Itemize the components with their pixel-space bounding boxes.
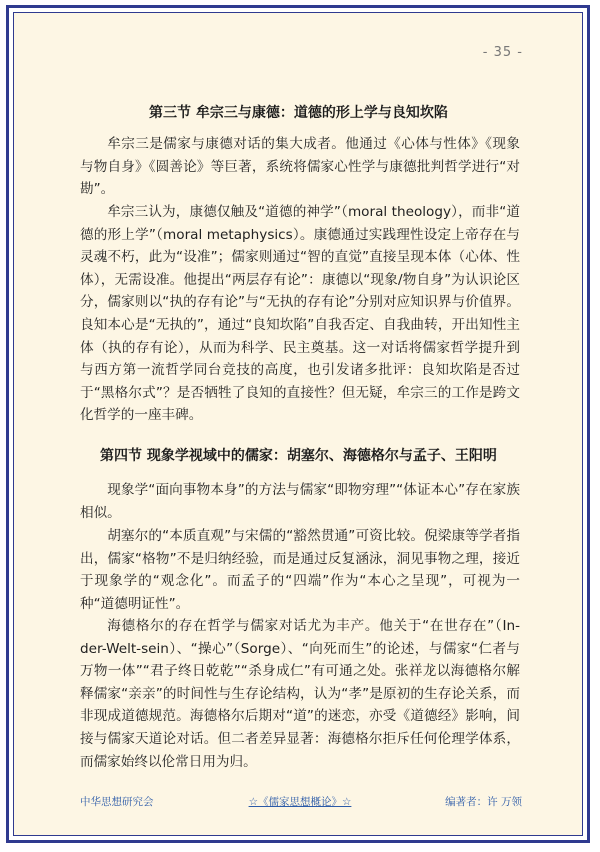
- body-paragraph: 现象学“面向事物本身”的方法与儒家“即物穷理”“体证本心”存在家族相似。: [80, 482, 520, 521]
- body-paragraph: 牟宗三是儒家与康德对话的集大成者。他通过《心体与性体》《现象与物自身》《圆善论》等巨著，系统将儒家心性学与康德批判哲学进行“对勘”。: [80, 136, 520, 198]
- body-paragraph: 牟宗三认为，康德仅触及“道德的神学”（moral theology），而非“道德的形上学”（moral metaphysics）。康德通过实践理性设定上帝存在与灵魂不朽，此为“设准”；儒家则通过“智的直觉”直接呈现本体（心体、性体），无需设准。他提出“两层存有论”：康德以“现象/物自身”为认识论区分，儒家则以“执的存有论”与“无执的存有论”分别对应知识界与价值界。良知本心是“无执的”，通过“良知坎陷”自我否定、自我曲转，开出知性主体（执的存有论），从而为科学、民主奠基。这一对话将儒家哲学提升到与西方第一流哲学同台竞技的高度，也引发诸多批评：良知坎陷是否过于“黑格尔式”？是否牺牲了良知的直接性？但无疑，牟宗三的工作是跨文化哲学的一座丰碑。: [80, 204, 520, 424]
- section-heading-3: 第三节 牟宗三与康德：道德的形上学与良知坎陷: [149, 105, 448, 121]
- footer-publisher: 中华思想研究会: [80, 796, 154, 808]
- body-paragraph: 胡塞尔的“本质直观”与宋儒的“豁然贯通”可资比较。倪梁康等学者指出，儒家“格物”不是归纳经验，而是通过反复涵泳，洞见事物之理，接近于现象学的“观念化”。而孟子的“四端”作为“本心之呈现”，可视为一种“道德明证性”。: [80, 528, 520, 612]
- body-paragraph: 海德格尔的存在哲学与儒家对话尤为丰产。他关于“在世存在”（In-der-Welt-sein）、“操心”（Sorge）、“向死而生”的论述，与儒家“仁者与万物一体”“君子终日乾乾”“杀身成仁”有可通之处。张祥龙以海德格尔解释儒家“亲亲”的时间性与生存论结构，认为“孝”是原初的生存论关系，而非现成道德规范。海德格尔后期对“道”的迷恋，亦受《道德经》影响，间接与儒家天道论对话。但二者差异显著：海德格尔拒斥任何伦理学体系，而儒家始终以伦常日用为归。: [80, 618, 520, 770]
- footer-book-title-text: ☆《儒家思想概论》☆: [248, 796, 352, 808]
- footer-author: 编著者：许 万领: [445, 796, 522, 808]
- section-heading-4: 第四节 现象学视域中的儒家：胡塞尔、海德格尔与孟子、王阳明: [100, 448, 497, 464]
- page-number: - 35 -: [482, 45, 523, 60]
